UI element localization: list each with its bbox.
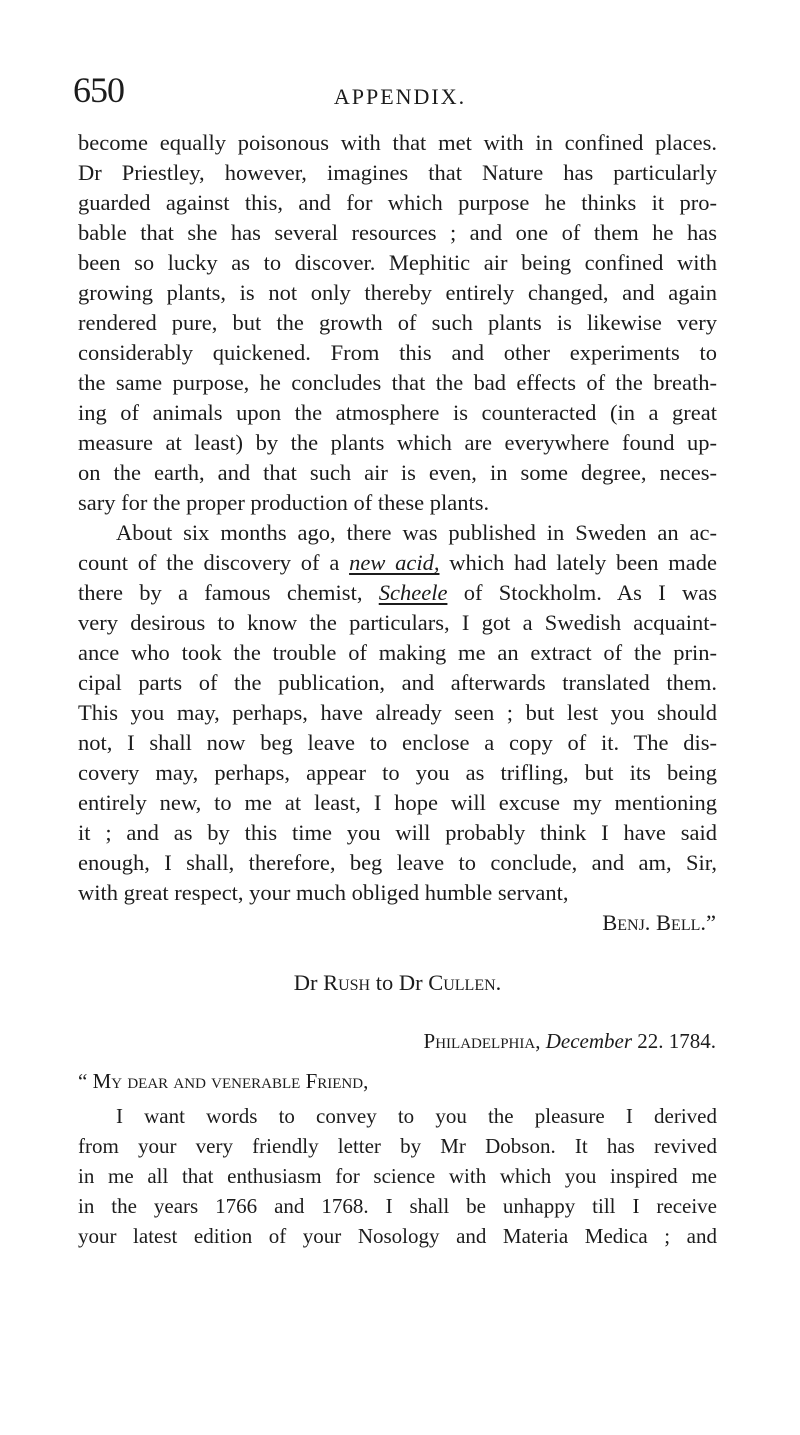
text-line: it ; and as by this time you will probably think I have said xyxy=(78,820,717,845)
heading-cullen: Cullen. xyxy=(428,970,502,995)
text-line xyxy=(78,548,717,578)
date-rest: 22. 1784. xyxy=(632,1029,716,1053)
place: Philadelphia, xyxy=(423,1029,541,1053)
text-line xyxy=(78,578,717,608)
text-run: count of the discovery of a xyxy=(78,550,350,575)
text-line: with great respect, your much obliged humble servant, xyxy=(78,880,569,905)
emphasis-new-acid: new acid, xyxy=(349,550,440,575)
text-line: the same purpose, he concludes that the bad effects of the breath- xyxy=(78,370,717,395)
salutation: “ My dear and venerable Friend, xyxy=(78,1069,369,1093)
text-run: of Stockholm. As I was xyxy=(447,580,717,605)
signature: Benj. Bell.” xyxy=(602,910,716,935)
text-line: not, I shall now beg leave to enclose a copy of it. The dis- xyxy=(78,730,717,755)
text-line: Dr Priestley, however, imagines that Nature has particularly xyxy=(78,160,717,185)
text-line: measure at least) by the plants which are everywhere found up- xyxy=(78,430,717,455)
dateline xyxy=(78,1026,716,1056)
text-line: your latest edition of your Nosology and Materia Medica ; and xyxy=(78,1224,717,1248)
text-run: which had lately been made xyxy=(439,550,717,575)
text-line: ance who took the trouble of making me an extract of the prin- xyxy=(78,640,717,665)
heading-text: to Dr xyxy=(370,970,429,995)
letter-heading xyxy=(78,968,717,998)
text-line: covery may, perhaps, appear to you as trifling, but its being xyxy=(78,760,717,785)
text-line: in the years 1766 and 1768. I shall be unhappy till I receive xyxy=(78,1194,717,1218)
text-line: in me all that enthusiasm for science with which you inspired me xyxy=(78,1164,717,1188)
running-title: APPENDIX. xyxy=(333,84,467,109)
text-line: entirely new, to me at least, I hope will excuse my mentioning xyxy=(78,790,717,815)
text-line: enough, I shall, therefore, beg leave to conclude, and am, Sir, xyxy=(78,850,717,875)
text-run: there by a famous chemist, xyxy=(78,580,379,605)
text-line: I want words to convey to you the pleasure I derived xyxy=(116,1104,717,1128)
text-line: considerably quickened. From this and other experiments to xyxy=(78,340,717,365)
heading-rush: Rush xyxy=(323,970,371,995)
text-line: on the earth, and that such air is even, in some degree, neces- xyxy=(78,460,717,485)
text-line: very desirous to know the particulars, I got a Swedish acquaint- xyxy=(78,610,717,635)
text-line: guarded against this, and for which purpose he thinks it pro- xyxy=(78,190,717,215)
text-line: growing plants, is not only thereby entirely changed, and again xyxy=(78,280,717,305)
text-line: sary for the proper production of these plants. xyxy=(78,490,490,515)
text-line: About six months ago, there was published in Sweden an ac- xyxy=(116,520,717,545)
heading-text: Dr xyxy=(293,970,324,995)
text-line: ing of animals upon the atmosphere is counteracted (in a great xyxy=(78,400,717,425)
text-line: bable that she has several resources ; and one of them he has xyxy=(78,220,717,245)
text-line: become equally poisonous with that met with in confined places. xyxy=(78,130,717,155)
text-line: rendered pure, but the growth of such plants is likewise very xyxy=(78,310,717,335)
page-number: 650 xyxy=(73,70,124,110)
text-line: from your very friendly letter by Mr Dobson. It has revived xyxy=(78,1134,717,1158)
text-line: This you may, perhaps, have already seen ; but lest you should xyxy=(78,700,717,725)
emphasis-scheele: Scheele xyxy=(378,580,448,605)
text-line: cipal parts of the publication, and afterwards translated them. xyxy=(78,670,717,695)
text-line: been so lucky as to discover. Mephitic air being confined with xyxy=(78,250,717,275)
date-month: December xyxy=(545,1029,632,1053)
